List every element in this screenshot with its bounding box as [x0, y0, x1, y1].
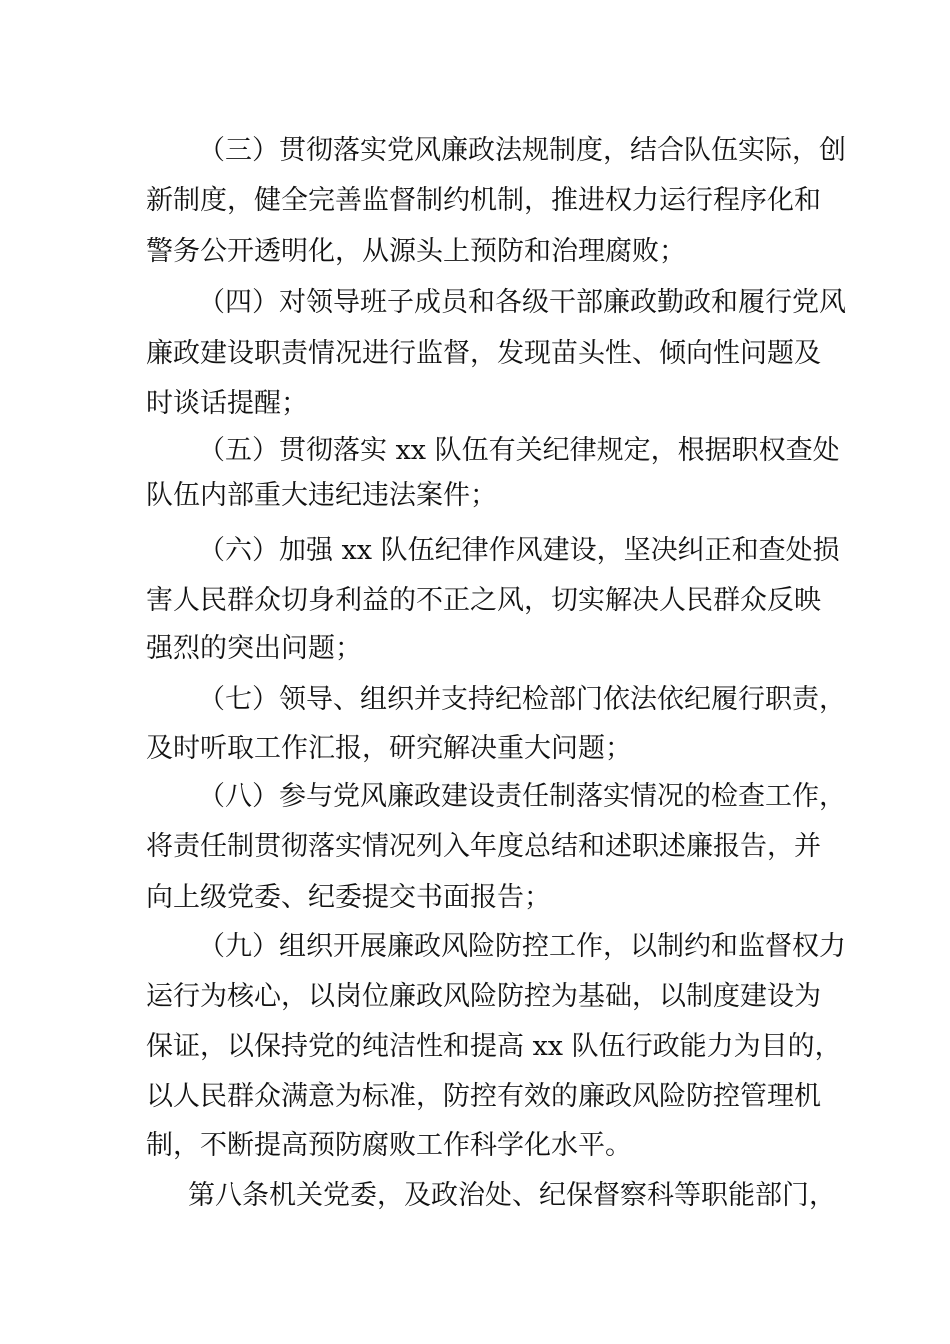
text-line-3: 警务公开透明化，从源头上预防和治理腐败； [146, 236, 686, 267]
text-line-10: 害人民群众切身利益的不正之风，切实解决人民群众反映 [146, 585, 821, 616]
text-line-18: 运行为核心，以岗位廉政风险防控为基础，以制度建设为 [146, 981, 821, 1012]
text-line-5: 廉政建设职责情况进行监督，发现苗头性、倾向性问题及 [146, 338, 821, 369]
text-line-20: 以人民群众满意为标准，防控有效的廉政风险防控管理机 [146, 1081, 821, 1112]
text-line-22: 第八条机关党委，及政治处、纪保督察科等职能部门， [188, 1180, 836, 1211]
text-line-6: 时谈话提醒； [146, 388, 308, 419]
text-line-8: 队伍内部重大违纪违法案件； [146, 480, 497, 511]
text-line-15: 将责任制贯彻落实情况列入年度总结和述职述廉报告，并 [146, 831, 821, 862]
text-line-21: 制，不断提高预防腐败工作科学化水平。 [146, 1130, 632, 1161]
text-line-2: 新制度，健全完善监督制约机制，推进权力运行程序化和 [146, 185, 821, 216]
text-line-12: （七）领导、组织并支持纪检部门依法依纪履行职责， [198, 684, 846, 715]
text-line-14: （八）参与党风廉政建设责任制落实情况的检查工作， [198, 781, 846, 812]
text-line-17: （九）组织开展廉政风险防控工作，以制约和监督权力 [198, 931, 846, 962]
text-line-13: 及时听取工作汇报，研究解决重大问题； [146, 733, 632, 764]
text-line-11: 强烈的突出问题； [146, 633, 362, 664]
text-line-19: 保证，以保持党的纯洁性和提高 xx 队伍行政能力为目的， [146, 1031, 842, 1062]
text-line-4: （四）对领导班子成员和各级干部廉政勤政和履行党风 [198, 287, 846, 318]
text-line-9: （六）加强 xx 队伍纪律作风建设，坚决纠正和查处损 [198, 535, 840, 566]
text-line-16: 向上级党委、纪委提交书面报告； [146, 882, 551, 913]
text-line-7: （五）贯彻落实 xx 队伍有关纪律规定，根据职权查处 [198, 435, 840, 466]
text-line-1: （三）贯彻落实党风廉政法规制度，结合队伍实际，创 [198, 135, 846, 166]
